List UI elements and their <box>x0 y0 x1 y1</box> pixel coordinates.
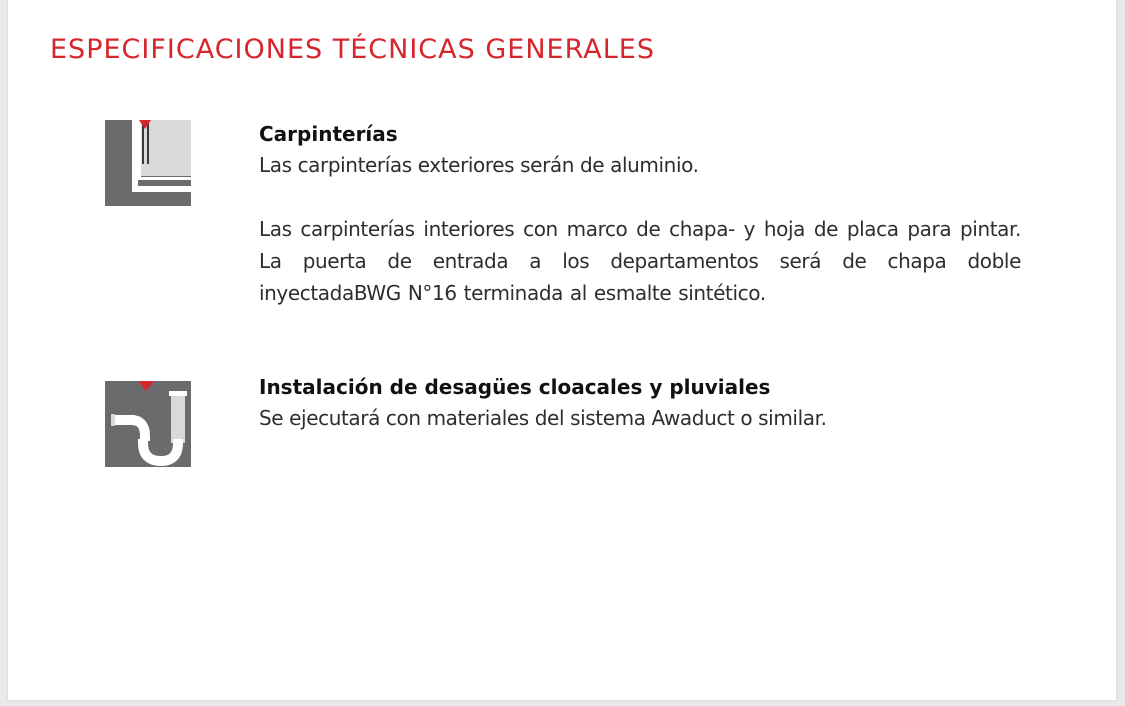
section-desagues <box>259 372 1021 434</box>
section-heading: Instalación de desagües cloacales y pluviales <box>259 375 771 399</box>
window-frame-icon <box>105 120 191 206</box>
section-heading: Carpinterías <box>259 122 398 146</box>
page-title: ESPECIFICACIONES TÉCNICAS GENERALES <box>50 34 655 65</box>
drain-pipe-icon <box>105 381 191 467</box>
section-paragraph: Las carpinterías interiores con marco de chapa- y hoja de placa para pintar. La puerta de entrada a los departamentos será de chapa doble inyectadaBWG N°16 terminada al esmalte sintético. <box>259 217 1021 305</box>
section-paragraph: Las carpinterías exteriores serán de aluminio. <box>259 153 699 177</box>
document-page <box>8 0 1116 700</box>
section-paragraph: Se ejecutará con materiales del sistema Awaduct o similar. <box>259 406 827 430</box>
section-carpinterias <box>259 119 1021 309</box>
